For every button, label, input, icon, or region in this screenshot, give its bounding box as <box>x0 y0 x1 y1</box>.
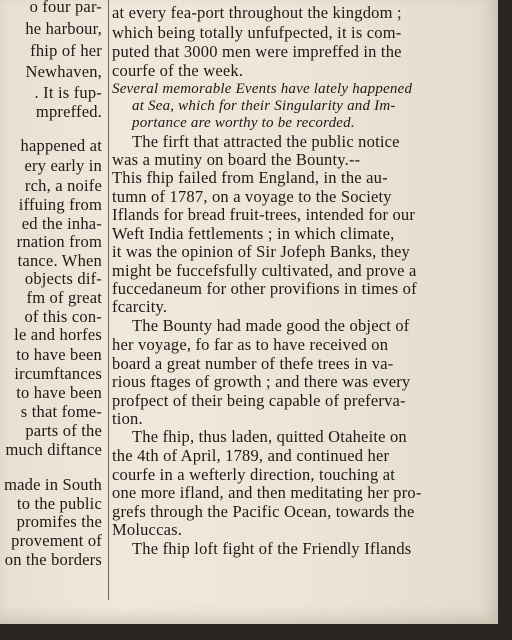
section-heading: Several memorable Events have lately happened <box>112 81 413 97</box>
left-column <box>0 0 104 624</box>
left-line: made in South <box>4 475 102 494</box>
left-line: to have been <box>16 383 102 402</box>
left-line: le and horfes <box>14 325 102 344</box>
left-line: parts of the <box>25 421 102 440</box>
left-line: provement of <box>11 531 102 550</box>
left-line: much diftance <box>5 440 102 459</box>
right-line: profpect of their being capable of preferva- <box>112 391 406 410</box>
left-line: objects dif- <box>24 269 102 288</box>
left-line: iffuing from <box>18 195 102 214</box>
right-line: Moluccas. <box>112 520 183 539</box>
column-divider <box>108 0 109 600</box>
left-line: rnation from <box>16 232 102 251</box>
left-line: to have been <box>16 345 102 364</box>
right-line: tumn of 1787, on a voyage to the Society <box>112 187 392 206</box>
left-line: ed the inha- <box>21 214 102 233</box>
left-line: rch, a noife <box>24 176 102 195</box>
right-line: which being totally unfufpected, it is com- <box>112 23 402 42</box>
section-heading: at Sea, which for their Singularity and Im- <box>132 98 396 114</box>
left-line: on the borders <box>4 550 102 569</box>
right-line: her voyage, fo far as to have received on <box>112 335 389 354</box>
left-line: tance. When <box>17 251 102 270</box>
left-line: fm of great <box>26 288 102 307</box>
right-line: The Bounty had made good the object of <box>132 316 410 335</box>
right-line: tion. <box>112 409 143 428</box>
left-line: Newhaven, <box>25 62 102 81</box>
right-line: might be fuccefsfully cultivated, and prove a <box>112 261 417 280</box>
right-line: was a mutiny on board the Bounty.-- <box>112 150 361 169</box>
right-column <box>112 0 460 624</box>
right-line: The fhip loft fight of the Friendly Iflands <box>132 539 412 558</box>
left-line: ery early in <box>24 156 102 175</box>
right-line: fcarcity. <box>112 297 168 316</box>
right-line: The fhip, thus laden, quitted Otaheite on <box>132 427 407 446</box>
left-line: fhip of her <box>30 41 102 60</box>
left-line: promifes the <box>16 512 102 531</box>
left-line: to the public <box>16 494 102 513</box>
right-line: The firft that attracted the public notice <box>132 132 400 151</box>
right-line: at every fea-port throughout the kingdom ; <box>112 3 402 22</box>
right-line: courfe in a wefterly direction, touching at <box>112 465 396 484</box>
left-line: happened at <box>20 136 102 155</box>
left-line: of this con- <box>24 307 102 326</box>
right-line: Weft India fettlements ; in which climate, <box>112 224 395 243</box>
left-line: mpreffed. <box>35 102 102 121</box>
right-line: the 4th of April, 1789, and continued her <box>112 446 390 465</box>
left-line: ircumftances <box>14 364 102 383</box>
right-line: board a great number of thefe trees in va- <box>112 354 394 373</box>
right-line: This fhip failed from England, in the au- <box>112 168 388 187</box>
left-line: s that fome- <box>20 402 102 421</box>
right-line: puted that 3000 men were impreffed in the <box>112 42 402 61</box>
right-line: rious ftages of growth ; and there was every <box>112 372 411 391</box>
section-heading: portance are worthy to be recorded. <box>132 115 355 131</box>
right-line: fuccedaneum for other provifions in times of <box>112 279 417 298</box>
right-line: it was the opinion of Sir Jofeph Banks, they <box>112 242 410 261</box>
left-line: o four par- <box>29 0 102 16</box>
right-line: Iflands for bread fruit-trees, intended for our <box>112 205 416 224</box>
left-line: he harbour, <box>25 19 102 38</box>
right-line: courfe of the week. <box>112 61 244 80</box>
left-line: . It is fup- <box>34 83 102 102</box>
right-line: grefs through the Pacific Ocean, towards the <box>112 502 415 521</box>
right-line: one more ifland, and then meditating her pro- <box>112 483 422 502</box>
